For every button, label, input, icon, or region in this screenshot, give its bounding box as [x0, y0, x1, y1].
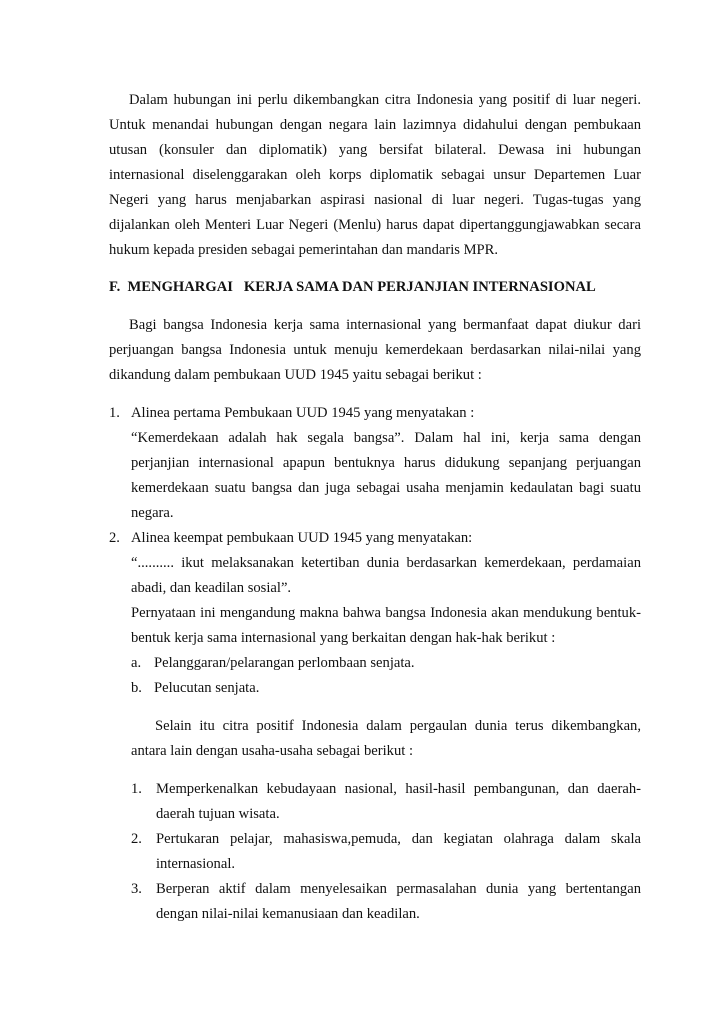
effort-marker: 1. [131, 781, 142, 797]
followup-line: antara lain dengan usaha-usaha sebagai berikut : [131, 743, 414, 759]
paragraph-line: dijalankan oleh Menteri Luar Negeri (Menlu) harus dapat dipertanggungjawabkan secara [109, 217, 641, 233]
effort-line: dengan nilai-nilai kemanusiaan dan keadilan. [156, 906, 420, 922]
sub-list-marker: b. [131, 680, 142, 696]
list-item-line: “Kemerdekaan adalah hak segala bangsa”. Dalam hal ini, kerja sama dengan [131, 430, 641, 446]
list-item-line: Pernyataan ini mengandung makna bahwa bangsa Indonesia akan mendukung bentuk- [131, 605, 641, 621]
list-item-line: “.......... ikut melaksanakan ketertiban dunia berdasarkan kemerdekaan, perdamaian [131, 555, 641, 571]
paragraph-line: internasional diselenggarakan oleh korps diplomatik sebagai unsur Departemen Luar [109, 167, 641, 183]
list-marker: 2. [109, 530, 120, 546]
paragraph-line: Untuk menandai hubungan dengan negara lain lazimnya didahului dengan pembukaan [109, 117, 641, 133]
followup-line: Selain itu citra positif Indonesia dalam pergaulan dunia terus dikembangkan, [155, 718, 641, 734]
list-item-line: kemerdekaan suatu bangsa dan juga sebagai usaha menjamin kedaulatan bagi suatu [131, 480, 641, 496]
intro-line: dikandung dalam pembukaan UUD 1945 yaitu sebagai berikut : [109, 367, 482, 383]
effort-line: internasional. [156, 856, 236, 872]
list-item-line: bentuk kerja sama internasional yang berkaitan dengan hak-hak berikut : [131, 630, 556, 646]
intro-line: Bagi bangsa Indonesia kerja sama internasional yang bermanfaat dapat diukur dari [129, 317, 641, 333]
sub-list-item: Pelucutan senjata. [154, 680, 260, 696]
effort-line: Pertukaran pelajar, mahasiswa,pemuda, dan kegiatan olahraga dalam skala [156, 831, 641, 847]
sub-list-marker: a. [131, 655, 142, 671]
list-item-line: Alinea keempat pembukaan UUD 1945 yang menyatakan: [131, 530, 473, 546]
list-item-line: Alinea pertama Pembukaan UUD 1945 yang menyatakan : [131, 405, 475, 421]
effort-line: Memperkenalkan kebudayaan nasional, hasil-hasil pembangunan, dan daerah- [156, 781, 641, 797]
paragraph-line: hukum kepada presiden sebagai pemerintahan dan mandaris MPR. [109, 242, 499, 258]
paragraph-line: Dalam hubungan ini perlu dikembangkan citra Indonesia yang positif di luar negeri. [129, 92, 641, 108]
paragraph-line: utusan (konsuler dan diplomatik) yang bersifat bilateral. Dewasa ini hubungan [109, 142, 641, 158]
effort-line: Berperan aktif dalam menyelesaikan permasalahan dunia yang bertentangan [156, 881, 641, 897]
effort-line: daerah tujuan wisata. [156, 806, 280, 822]
section-heading: F. MENGHARGAI KERJA SAMA DAN PERJANJIAN INTERNASIONAL [109, 279, 596, 295]
sub-list-item: Pelanggaran/pelarangan perlombaan senjata. [154, 655, 415, 671]
paragraph-line: Negeri yang harus menjabarkan aspirasi nasional di luar negeri. Tugas-tugas yang [109, 192, 641, 208]
effort-marker: 3. [131, 881, 142, 897]
list-marker: 1. [109, 405, 120, 421]
list-item-line: abadi, dan keadilan sosial”. [131, 580, 292, 596]
list-item-line: perjanjian internasional apapun bentuknya harus didukung sepanjang perjuangan [131, 455, 641, 471]
effort-marker: 2. [131, 831, 142, 847]
list-item-line: negara. [131, 505, 174, 521]
intro-line: perjuangan bangsa Indonesia untuk menuju kemerdekaan berdasarkan nilai-nilai yang [109, 342, 641, 358]
